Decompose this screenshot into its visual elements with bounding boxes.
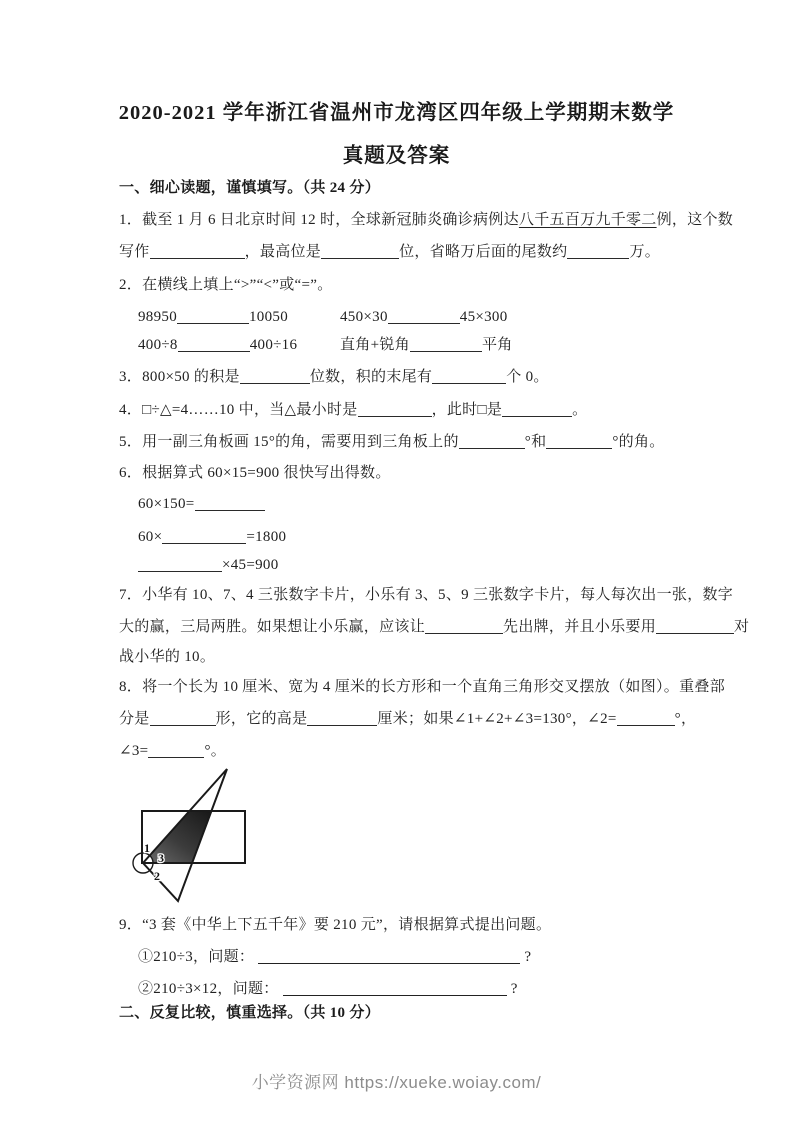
question-6-sub-1: 60×150=	[138, 494, 265, 515]
fill-in-blank-line	[283, 982, 507, 996]
fill-in-blank-line	[410, 338, 482, 352]
paper-title-line-1: 2020-2021 学年浙江省温州市龙湾区四年级上学期期末数学	[118, 102, 675, 124]
angle-3-label: 3	[158, 851, 164, 865]
fill-in-blank-line	[425, 620, 503, 634]
question-7-line-3: 战小华的 10。	[119, 649, 216, 665]
fill-in-blank-line	[617, 712, 675, 726]
fill-in-blank-line	[388, 310, 460, 324]
fill-in-blank-line	[162, 530, 246, 544]
rectangle-triangle-overlap-figure	[130, 756, 370, 908]
fill-in-blank-line	[459, 435, 525, 449]
question-9-sub-2: ②210÷3×12，问题： ?	[138, 981, 518, 997]
fill-in-blank-line	[177, 310, 249, 324]
question-6-sub-3: ×45=900	[138, 555, 279, 576]
question-7-line-2: 大的赢，三局两胜。如果想让小乐赢，应该让 先出牌，并且小乐要用 对	[119, 619, 750, 635]
fill-in-blank-line	[258, 950, 520, 964]
question-9-sub-1: ①210÷3，问题： ?	[138, 949, 532, 965]
question-8-line-3: ∠3= °。	[119, 743, 227, 759]
question-6-sub-2: 60× =1800	[138, 529, 287, 545]
question-8-line-1: 8．将一个长为 10 厘米、宽为 4 厘米的长方形和一个直角三角形交叉摆放（如图）。重叠部	[119, 679, 726, 695]
question-2-compare-row2-right: 直角+锐角 平角	[340, 337, 513, 353]
question-4-line-1: 4．□÷△=4……10 中，当△最小时是 ，此时□是 。	[119, 402, 588, 418]
question-6-line-1: 6．根据算式 60×15=900 很快写出得数。	[119, 465, 391, 481]
fill-in-blank-line	[321, 245, 399, 259]
question-9-line-1: 9．“3 套《中华上下五千年》要 210 元”，请根据算式提出问题。	[119, 917, 552, 933]
fill-in-blank-line	[432, 370, 506, 384]
question-2-compare-row1-left: 98950 10050	[138, 309, 288, 325]
question-2-line-1: 2．在横线上填上“>”“<”或“=”。	[119, 277, 333, 293]
fill-in-blank-line	[150, 712, 216, 726]
fill-in-blank-line	[567, 245, 629, 259]
angle-2-label: 2	[154, 869, 160, 883]
question-2-compare-row1-right: 450×30 45×300	[340, 309, 508, 325]
question-3-line-1: 3．800×50 的积是 位数，积的末尾有 个 0。	[119, 369, 549, 385]
question-1-line-2: 写作 ，最高位是 位，省略万后面的尾数约 万。	[119, 244, 661, 260]
question-1-line-1: 1．截至 1 月 6 日北京时间 12 时，全球新冠肺炎确诊病例达八千五百万九千零二例，这个数	[119, 212, 734, 228]
fill-in-blank-line	[546, 435, 612, 449]
question-8-figure	[130, 756, 370, 908]
question-7-line-1: 7．小华有 10、7、4 三张数字卡片，小乐有 3、5、9 三张数字卡片，每人每次出一张，数字	[119, 587, 734, 603]
fill-in-blank-line	[178, 338, 250, 352]
paper-title-line-2: 真题及答案	[342, 145, 451, 167]
fill-in-blank-line	[138, 558, 222, 572]
section-1-heading: 一、细心读题，谨慎填写。（共 24 分）	[119, 180, 381, 196]
fill-in-blank-line	[656, 620, 734, 634]
section-2-heading: 二、反复比较，慎重选择。（共 10 分）	[119, 1005, 381, 1021]
watermark-footer: 小学资源网 https://xueke.woiay.com/	[251, 1073, 542, 1092]
question-5-line-1: 5．用一副三角板画 15°的角，需要用到三角板上的 °和 °的角。	[119, 434, 665, 450]
angle-1-label: 1	[144, 841, 150, 855]
fill-in-blank-line	[358, 403, 432, 417]
question-8-line-2: 分是 形，它的高是 厘米；如果∠1+∠2+∠3=130°，∠2= °，	[119, 711, 697, 727]
question-2-compare-row2-left: 400÷8 400÷16	[138, 337, 298, 353]
fill-in-blank-line	[150, 245, 245, 259]
fill-in-blank-line	[240, 370, 310, 384]
fill-in-blank-line	[195, 497, 265, 511]
fill-in-blank-line	[307, 712, 377, 726]
fill-in-blank-line	[502, 403, 572, 417]
underlined-text: 八千五百万九千零二	[518, 212, 657, 228]
